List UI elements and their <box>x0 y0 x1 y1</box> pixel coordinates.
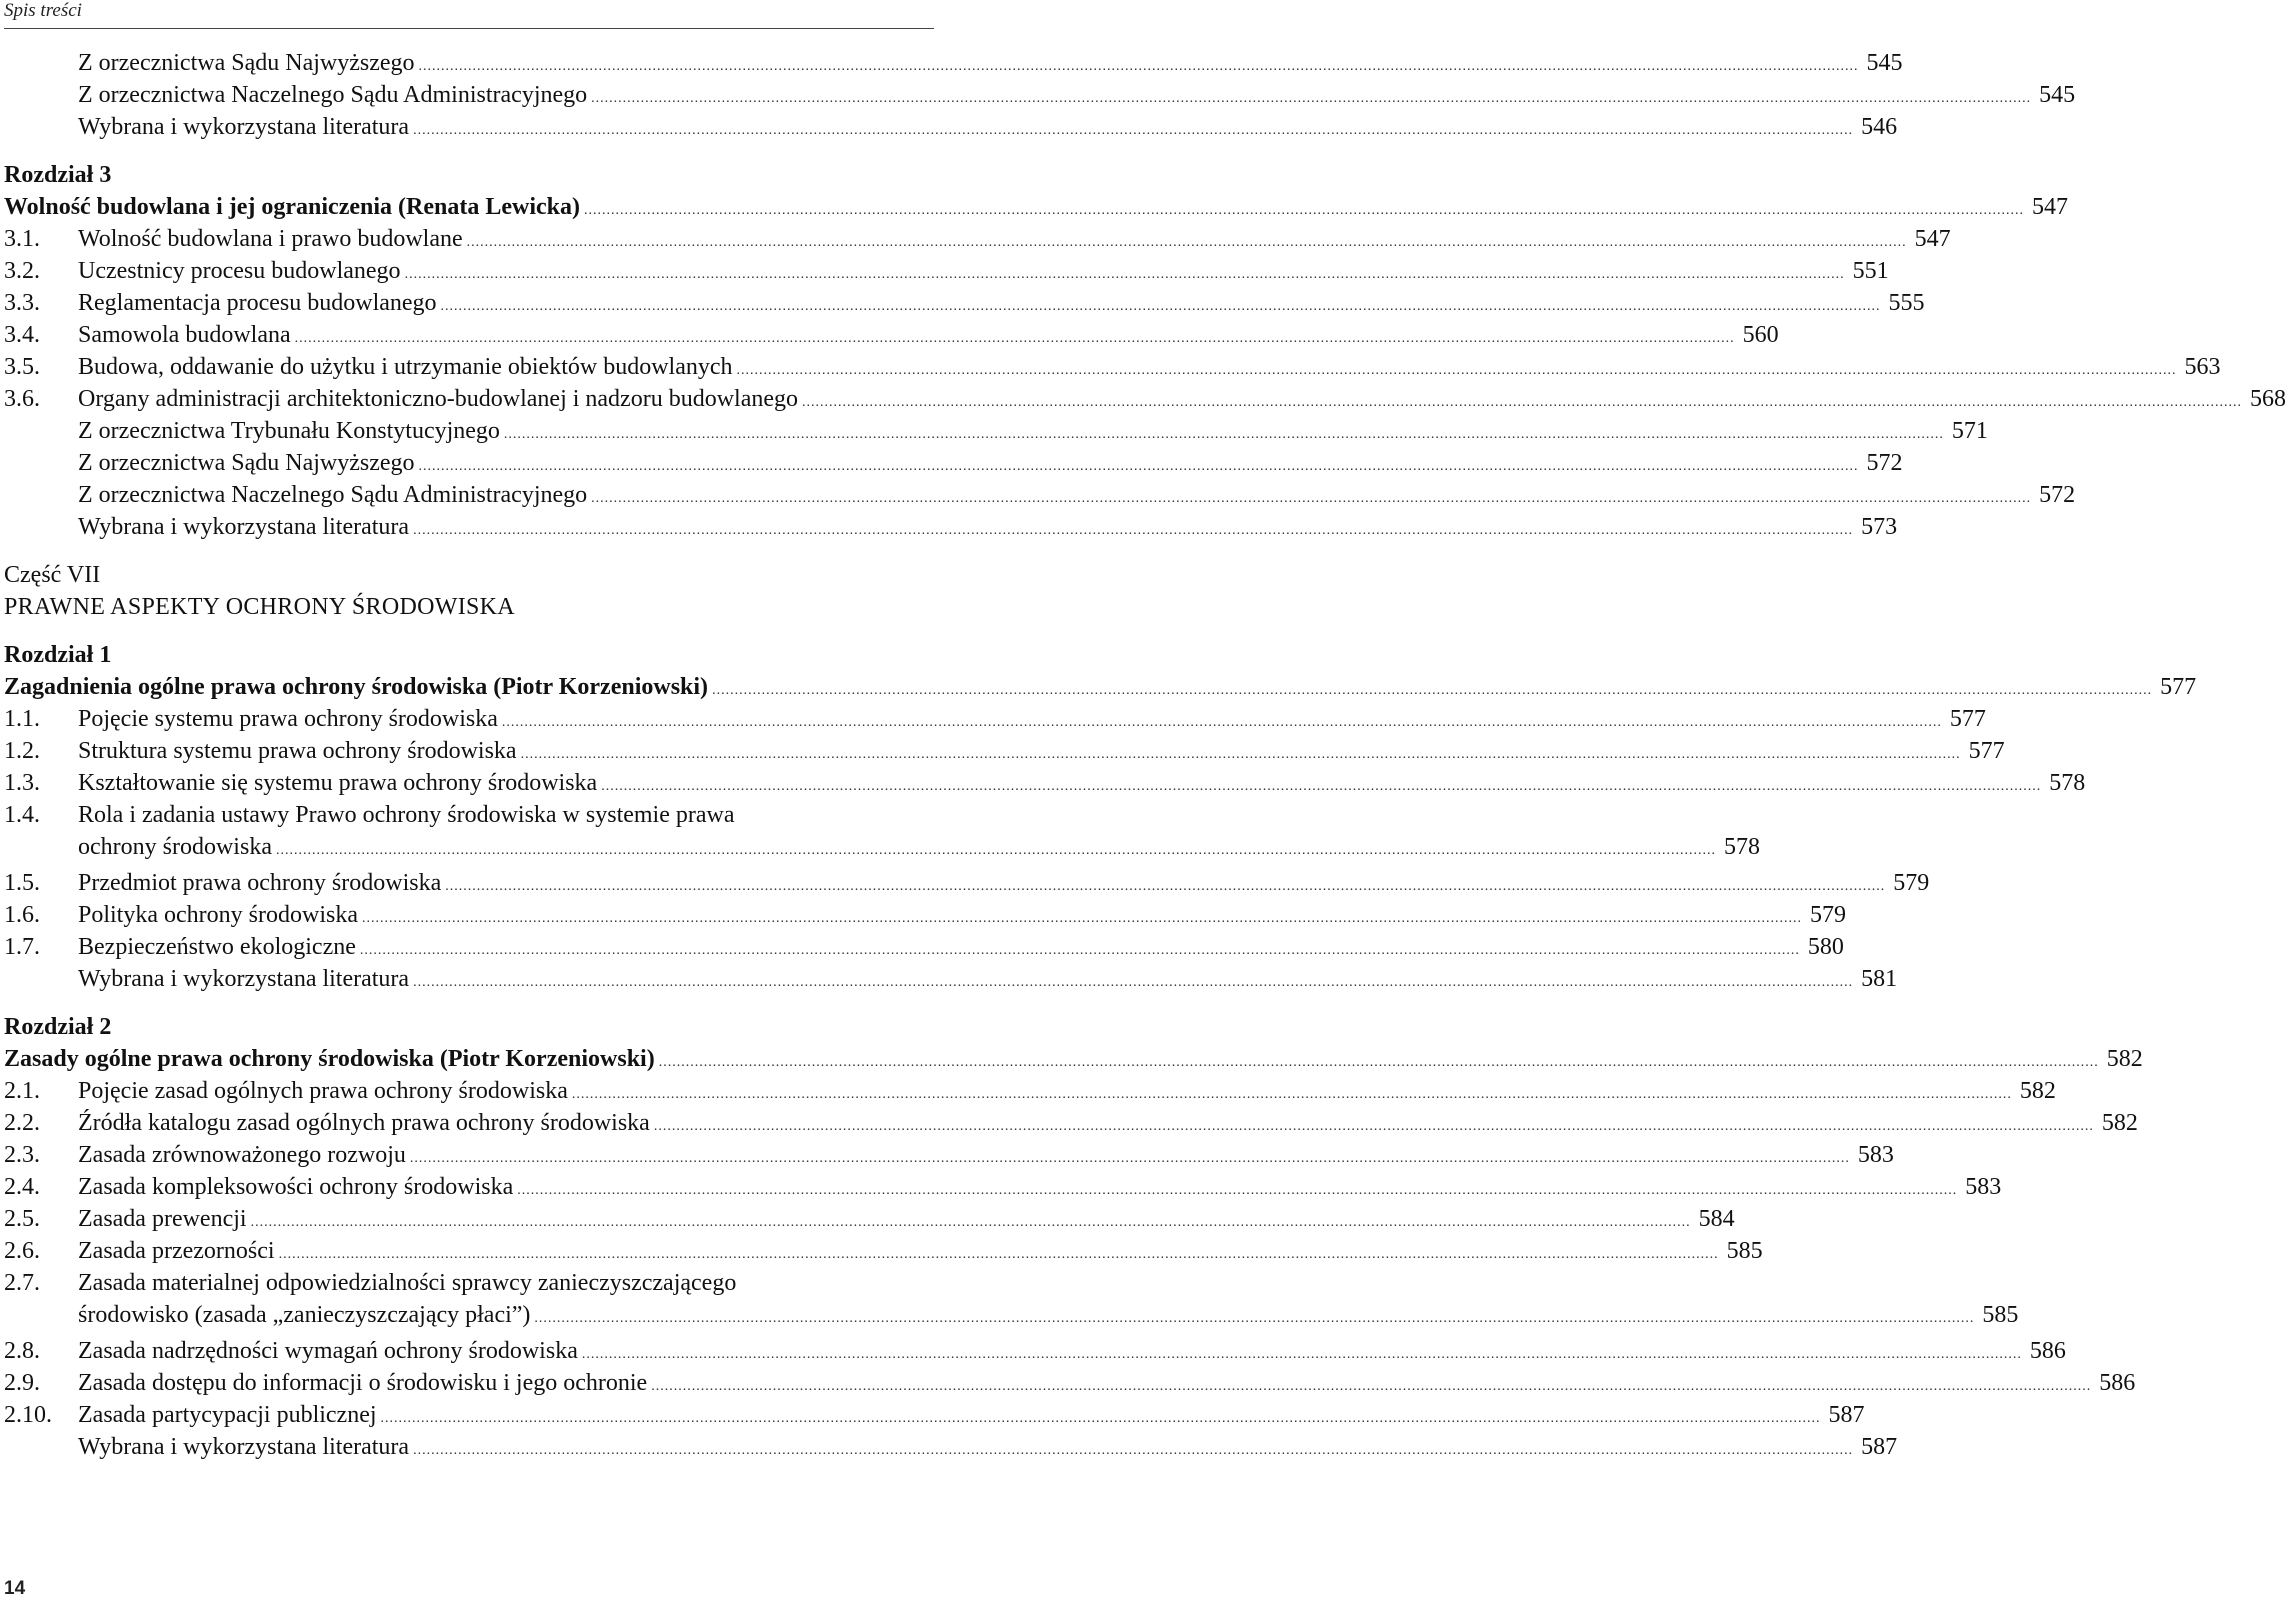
toc-entry[interactable] <box>4 1431 1898 1463</box>
page-ref: 586 <box>2029 1338 2066 1364</box>
entry-number: 1.5. <box>4 870 40 896</box>
entry-text: Uczestnicy procesu budowlanego <box>78 258 401 284</box>
page-ref: 587 <box>1828 1402 1865 1428</box>
chapter-title: Zagadnienia ogólne prawa ochrony środowiska (Piotr Korzeniowski) <box>4 674 709 700</box>
page-ref: 577 <box>1968 738 2005 764</box>
chapter-label: Rozdział 1 <box>4 642 112 668</box>
running-head: Spis treści <box>4 0 82 21</box>
entry-text: Z orzecznictwa Sądu Najwyższego <box>78 450 415 476</box>
page-number: 14 <box>4 1578 26 1599</box>
entry-text: Zasada partycypacji publicznej <box>78 1402 377 1428</box>
page-ref: 560 <box>1742 322 1779 348</box>
page-ref: 577 <box>1949 706 1986 732</box>
section-gap <box>4 623 937 639</box>
toc-entry[interactable] <box>4 223 1951 255</box>
entry-number: 2.10. <box>4 1402 52 1428</box>
toc-entry[interactable] <box>4 383 2286 415</box>
page-ref: 586 <box>2099 1370 2136 1396</box>
header-rule <box>4 28 934 29</box>
toc-group-chapter3 <box>4 223 2286 543</box>
chapter-title-entry[interactable] <box>4 1043 2143 1075</box>
chapter-label: Rozdział 2 <box>4 1014 112 1040</box>
part-title: PRAWNE ASPEKTY OCHRONY ŚRODOWISKA <box>4 594 515 620</box>
toc-entry[interactable] <box>4 351 2221 383</box>
toc-entry[interactable] <box>4 447 1903 479</box>
table-of-contents <box>4 47 2286 1463</box>
entry-text: Wybrana i wykorzystana literatura <box>78 514 410 540</box>
toc-entry[interactable] <box>4 79 2076 111</box>
dot-leader <box>413 115 1853 147</box>
toc-entry[interactable] <box>4 867 1930 899</box>
chapter-title-entry[interactable] <box>4 191 2068 223</box>
entry-number: 2.9. <box>4 1370 40 1396</box>
dot-leader <box>276 835 1716 867</box>
page-ref: 555 <box>1888 290 1925 316</box>
toc-entry[interactable] <box>4 1139 1894 1171</box>
entry-text: Przedmiot prawa ochrony środowiska <box>78 870 442 896</box>
page-ref: 581 <box>1861 966 1898 992</box>
entry-number: 2.7. <box>4 1270 40 1296</box>
entry-text-line1: Zasada materialnej odpowiedzialności sprawcy zanieczyszczającego <box>78 1270 737 1296</box>
page-ref: 582 <box>2101 1110 2138 1136</box>
entry-number: 3.4. <box>4 322 40 348</box>
dot-leader <box>413 1435 1853 1467</box>
entry-text: Źródła katalogu zasad ogólnych prawa ochrony środowiska <box>78 1110 650 1136</box>
page-ref: 551 <box>1852 258 1889 284</box>
toc-entry[interactable] <box>4 415 1988 447</box>
page-ref: 583 <box>1965 1174 2002 1200</box>
dot-leader <box>413 967 1853 999</box>
dot-leader <box>413 515 1853 547</box>
entry-number: 1.1. <box>4 706 40 732</box>
toc-group-p7c2-a <box>4 1075 2138 1267</box>
page-ref: 563 <box>2184 354 2221 380</box>
entry-text: Z orzecznictwa Naczelnego Sądu Administracyjnego <box>78 482 588 508</box>
toc-group-p7c1-b <box>4 867 1930 995</box>
entry-number: 3.5. <box>4 354 40 380</box>
page-ref: 585 <box>1726 1238 1763 1264</box>
dot-leader <box>534 1303 1974 1335</box>
toc-entry[interactable] <box>4 1107 2138 1139</box>
page-ref: 582 <box>2106 1046 2143 1072</box>
page-ref: 578 <box>2049 770 2086 796</box>
page-ref: 571 <box>1951 418 1988 444</box>
toc-group-continuation <box>4 47 2076 143</box>
entry-text: Zasada nadrzędności wymagań ochrony środowiska <box>78 1338 578 1364</box>
chapter-title: Zasady ogólne prawa ochrony środowiska (Piotr Korzeniowski) <box>4 1046 655 1072</box>
toc-entry[interactable] <box>4 111 1898 143</box>
entry-number: 3.6. <box>4 386 40 412</box>
page-ref: 545 <box>1866 50 1903 76</box>
entry-text: Zasada prewencji <box>78 1206 247 1232</box>
entry-number: 3.2. <box>4 258 40 284</box>
page-ref: 546 <box>1861 114 1898 140</box>
entry-text: Samowola budowlana <box>78 322 291 348</box>
toc-entry[interactable] <box>4 1203 1735 1235</box>
toc-entry[interactable] <box>4 1367 2136 1399</box>
toc-entry[interactable] <box>4 767 2086 799</box>
entry-text: Zasada dostępu do informacji o środowisku i jego ochronie <box>78 1370 648 1396</box>
page-ref: 579 <box>1809 902 1846 928</box>
entry-text: Z orzecznictwa Naczelnego Sądu Administracyjnego <box>78 82 588 108</box>
entry-number: 1.4. <box>4 802 40 828</box>
page-ref: 568 <box>2250 386 2286 412</box>
page-ref: 547 <box>1914 226 1951 252</box>
entry-number: 2.8. <box>4 1338 40 1364</box>
entry-number: 1.6. <box>4 902 40 928</box>
page-ref: 583 <box>1857 1142 1894 1168</box>
entry-text: Zasada kompleksowości ochrony środowiska <box>78 1174 514 1200</box>
chapter-label: Rozdział 3 <box>4 162 112 188</box>
entry-text: Kształtowanie się systemu prawa ochrony środowiska <box>78 770 598 796</box>
page-ref: 573 <box>1861 514 1898 540</box>
entry-number: 2.2. <box>4 1110 40 1136</box>
toc-entry[interactable] <box>4 931 1844 963</box>
toc-group-p7c1-a <box>4 703 2086 799</box>
toc-entry[interactable] <box>4 479 2076 511</box>
entry-text-line2: środowisko (zasada „zanieczyszczający płaci”) <box>78 1302 531 1328</box>
entry-number: 2.3. <box>4 1142 40 1168</box>
entry-text: Wybrana i wykorzystana literatura <box>78 966 410 992</box>
page-ref: 578 <box>1723 834 1760 860</box>
toc-entry-multiline[interactable] <box>4 799 1760 867</box>
entry-number: 2.4. <box>4 1174 40 1200</box>
part-label: Część VII <box>4 562 101 588</box>
entry-text: Organy administracji architektoniczno-budowlanej i nadzoru budowlanego <box>78 386 798 412</box>
entry-number: 1.3. <box>4 770 40 796</box>
toc-entry-multiline[interactable] <box>4 1267 2019 1335</box>
page-ref: 580 <box>1807 934 1844 960</box>
dot-leader <box>802 387 2242 419</box>
entry-text: Pojęcie systemu prawa ochrony środowiska <box>78 706 498 732</box>
entry-number: 2.1. <box>4 1078 40 1104</box>
page-ref: 547 <box>2032 194 2068 220</box>
entry-number: 3.1. <box>4 226 40 252</box>
page-ref: 579 <box>1893 870 1930 896</box>
toc-entry[interactable] <box>4 1399 1865 1431</box>
entry-text-line2: ochrony środowiska <box>78 834 272 860</box>
entry-text: Bezpieczeństwo ekologiczne <box>78 934 356 960</box>
toc-entry[interactable] <box>4 511 1898 543</box>
page-ref: 577 <box>2160 674 2197 700</box>
entry-text: Zasada zrównoważonego rozwoju <box>78 1142 406 1168</box>
page-ref: 585 <box>1982 1302 2019 1328</box>
entry-text: Budowa, oddawanie do użytku i utrzymanie obiektów budowlanych <box>78 354 733 380</box>
toc-entry[interactable] <box>4 963 1898 995</box>
entry-number: 2.6. <box>4 1238 40 1264</box>
entry-text: Zasada przezorności <box>78 1238 275 1264</box>
entry-number: 3.3. <box>4 290 40 316</box>
entry-number: 2.5. <box>4 1206 40 1232</box>
chapter-title: Wolność budowlana i jej ograniczenia (Renata Lewicka) <box>4 194 580 220</box>
toc-group-p7c2-b <box>4 1335 2136 1463</box>
toc-entry[interactable] <box>4 703 1986 735</box>
page-ref: 572 <box>1866 450 1903 476</box>
entry-number: 1.2. <box>4 738 40 764</box>
toc-entry[interactable] <box>4 255 1889 287</box>
dot-leader <box>737 355 2177 387</box>
page-ref: 582 <box>2019 1078 2056 1104</box>
page-ref: 545 <box>2039 82 2076 108</box>
entry-number: 1.7. <box>4 934 40 960</box>
page-ref: 584 <box>1698 1206 1735 1232</box>
toc-entry[interactable] <box>4 287 1925 319</box>
toc-entry[interactable] <box>4 735 2005 767</box>
entry-text-line1: Rola i zadania ustawy Prawo ochrony środowiska w systemie prawa <box>78 802 735 828</box>
toc-entry[interactable] <box>4 1171 2002 1203</box>
toc-entry[interactable] <box>4 319 1779 351</box>
entry-text: Wolność budowlana i prawo budowlane <box>78 226 463 252</box>
entry-text: Reglamentacja procesu budowlanego <box>78 290 437 316</box>
toc-entry[interactable] <box>4 47 1903 79</box>
page-ref: 572 <box>2039 482 2076 508</box>
entry-text: Z orzecznictwa Trybunału Konstytucyjnego <box>78 418 500 444</box>
entry-text: Wybrana i wykorzystana literatura <box>78 1434 410 1460</box>
entry-text: Z orzecznictwa Sądu Najwyższego <box>78 50 415 76</box>
chapter-title-entry[interactable] <box>4 671 2197 703</box>
entry-text: Pojęcie zasad ogólnych prawa ochrony środowiska <box>78 1078 568 1104</box>
entry-text: Struktura systemu prawa ochrony środowiska <box>78 738 517 764</box>
entry-text: Polityka ochrony środowiska <box>78 902 358 928</box>
toc-entry[interactable] <box>4 1075 2056 1107</box>
toc-entry[interactable] <box>4 1235 1763 1267</box>
toc-entry[interactable] <box>4 1335 2066 1367</box>
page-ref: 587 <box>1861 1434 1898 1460</box>
entry-text: Wybrana i wykorzystana literatura <box>78 114 410 140</box>
toc-entry[interactable] <box>4 899 1846 931</box>
